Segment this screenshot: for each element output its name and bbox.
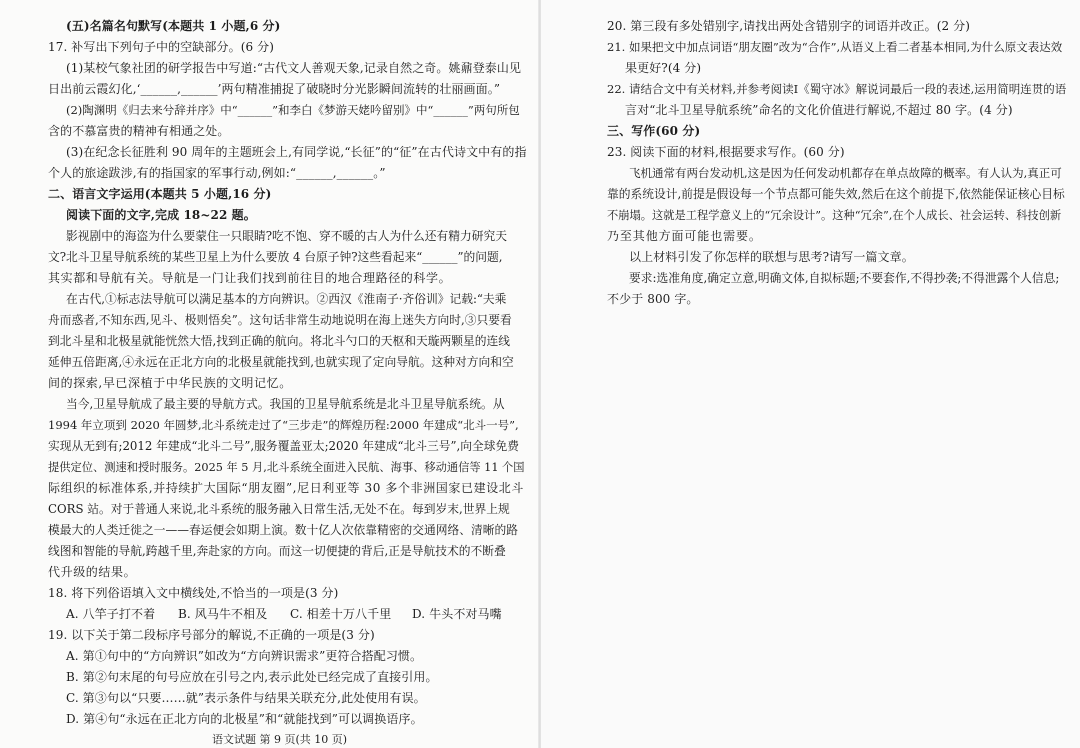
passage-line: 1994 年立项到 2020 年圆梦,北斗系统走过了“三步走”的辉煌历程:2000 年建成“北斗一号”, — [48, 418, 519, 432]
q18-option-d: D. 牛头不对马嘴 — [412, 607, 502, 621]
material-line: 乃至其他方面可能也需要。 — [607, 229, 762, 243]
q22-line2: 言对“北斗卫星导航系统”命名的文化价值进行解说,不超过 80 字。(4 分) — [625, 103, 1013, 117]
right-page — [540, 0, 1080, 748]
q21-line1: 21. 如果把文中加点词语“朋友圈”改为“合作”,从语义上看二者基本相同,为什么原文表达效 — [607, 40, 1063, 54]
passage-line: 际组织的标准体系,并持续扩大国际“朋友圈”,尼日利亚等 30 多个非洲国家已建设北斗 — [48, 481, 524, 495]
q19-stem: 19. 以下关于第二段标序号部分的解说,不正确的一项是(3 分) — [48, 628, 375, 642]
material-line: 飞机通常有两台发动机,这是因为任何发动机都存在单点故障的概率。有人认为,真正可 — [629, 166, 1062, 180]
passage-line: 线图和智能的导航,跨越千里,奔赴家的方向。而这一切便捷的背后,正是导航技术的不断叠 — [48, 544, 506, 558]
q19-option-d: D. 第④句“永远在正北方向的北极星”和“就能找到”可以调换语序。 — [66, 712, 423, 726]
q21-line2: 果更好?(4 分) — [625, 61, 702, 75]
passage-line: 模最大的人类迁徙之一——春运便会如期上演。数十亿人次依靠精密的交通网络、清晰的路 — [48, 523, 518, 537]
q23-stem: 23. 阅读下面的材料,根据要求写作。(60 分) — [607, 145, 845, 159]
requirements-line2: 不少于 800 字。 — [607, 292, 699, 306]
q19-option-b: B. 第②句末尾的句号应放在引号之内,表示此处已经完成了直接引用。 — [66, 670, 438, 684]
q18-stem: 18. 将下列俗语填入文中横线处,不恰当的一项是(3 分) — [48, 586, 339, 600]
q17-stem: 17. 补写出下列句子中的空缺部分。(6 分) — [48, 40, 275, 54]
q18-option-b: B. 风马牛不相及 — [178, 607, 268, 621]
passage-line: 在古代,①标志法导航可以满足基本的方向辨识。②西汉《淮南子·齐俗训》记载:“夫乘 — [66, 292, 507, 306]
q17-sub1-line2: 日出前云霞幻化,‘______,______’两句精准捕捉了破晓时分光影瞬间流转的壮丽画面。” — [48, 82, 501, 96]
reading-instruction: 阅读下面的文字,完成 18~22 题。 — [66, 208, 256, 222]
section5-heading: (五)名篇名句默写(本题共 1 小题,6 分) — [66, 19, 281, 33]
q17-sub3-line1: (3)在纪念长征胜利 90 周年的主题班会上,有同学说,“长征”的“征”在古代诗文中有的指 — [66, 145, 527, 159]
passage-line: 提供定位、测速和授时服务。2025 年 5 月,北斗系统全面进入民航、海事、移动通信等 11 个国 — [48, 461, 525, 474]
section2-heading: 二、语言文字运用(本题共 5 小题,16 分) — [48, 187, 272, 201]
q22-line1: 22. 请结合文中有关材料,并参考阅读Ⅰ《蜀守冰》解说词最后一段的表述,运用简明连贯的语 — [607, 82, 1067, 96]
section3-heading: 三、写作(60 分) — [607, 124, 701, 138]
q18-option-a: A. 八竿子打不着 — [66, 607, 156, 621]
q17-sub2-line2: 含的不慕富贵的精神有相通之处。 — [48, 124, 230, 138]
passage-line: CORS 站。对于普通人来说,北斗系统的服务融入日常生活,无处不在。每到岁末,世界上规 — [48, 502, 510, 516]
material-line: 不崩塌。这就是工程学意义上的“冗余设计”。这种“冗余”,在个人成长、社会运转、科技创新 — [607, 209, 1062, 222]
passage-line: 实现从无到有;2012 年建成“北斗二号”,服务覆盖亚太;2020 年建成“北斗三号”,向全球免费 — [48, 439, 519, 453]
passage-line: 代升级的结果。 — [48, 565, 137, 579]
passage-line: 其实都和导航有关。导航是一门让我们找到前往目的地合理路径的科学。 — [48, 271, 452, 285]
writing-prompt: 以上材料引发了你怎样的联想与思考?请写一篇文章。 — [629, 250, 914, 264]
passage-line: 间的探索,早已深植于中华民族的文明记忆。 — [48, 376, 292, 390]
q17-sub3-line2: 个人的旅途跋涉,有的指国家的军事行动,例如:“______,______。” — [48, 166, 386, 180]
passage-line: 文?北斗卫星导航系统的某些卫星上为什么要放 4 台原子钟?这些看起来“______”的问题, — [48, 250, 503, 264]
passage-line: 影视剧中的海盗为什么要蒙住一只眼睛?吃不饱、穿不暖的古人为什么还有精力研究天 — [66, 229, 508, 243]
material-line: 靠的系统设计,前提是假设每一个节点都可能失效,然后在这个前提下,依然能保证核心目标 — [607, 187, 1065, 201]
q17-sub1-line1: (1)某校气象社团的研学报告中写道:“古代文人善观天象,记录自然之奇。姚鼐登泰山见 — [66, 61, 522, 75]
passage-line: 当今,卫星导航成了最主要的导航方式。我国的卫星导航系统是北斗卫星导航系统。从 — [66, 397, 505, 411]
q18-option-c: C. 相差十万八千里 — [290, 607, 392, 621]
q20-stem: 20. 第三段有多处错别字,请找出两处含错别字的词语并改正。(2 分) — [607, 19, 971, 33]
passage-line: 舟而惑者,不知东西,见斗、极则悟矣”。这句话非常生动地说明在海上迷失方向时,③只要看 — [48, 313, 512, 327]
requirements-line1: 要求:选准角度,确定立意,明确文体,自拟标题;不要套作,不得抄袭;不得泄露个人信息; — [629, 271, 1060, 285]
passage-line: 延伸五倍距离,④永远在正北方向的北极星就能找到,也就实现了定向导航。这种对方向和空 — [48, 355, 514, 369]
passage-line: 到北斗星和北极星就能恍然大悟,找到正确的航向。将北斗勺口的天枢和天璇两颗星的连线 — [48, 334, 510, 348]
page-footer: 语文试题 第 9 页(共 10 页) — [212, 733, 348, 746]
q19-option-c: C. 第③句以“只要……就”表示条件与结果关联充分,此处使用有误。 — [66, 691, 426, 705]
q19-option-a: A. 第①句中的“方向辨识”如改为“方向辨识需求”更符合搭配习惯。 — [66, 649, 423, 663]
q17-sub2-line1: (2)陶渊明《归去来兮辞并序》中“______”和李白《梦游天姥吟留别》中“______”两句所包 — [66, 103, 520, 117]
